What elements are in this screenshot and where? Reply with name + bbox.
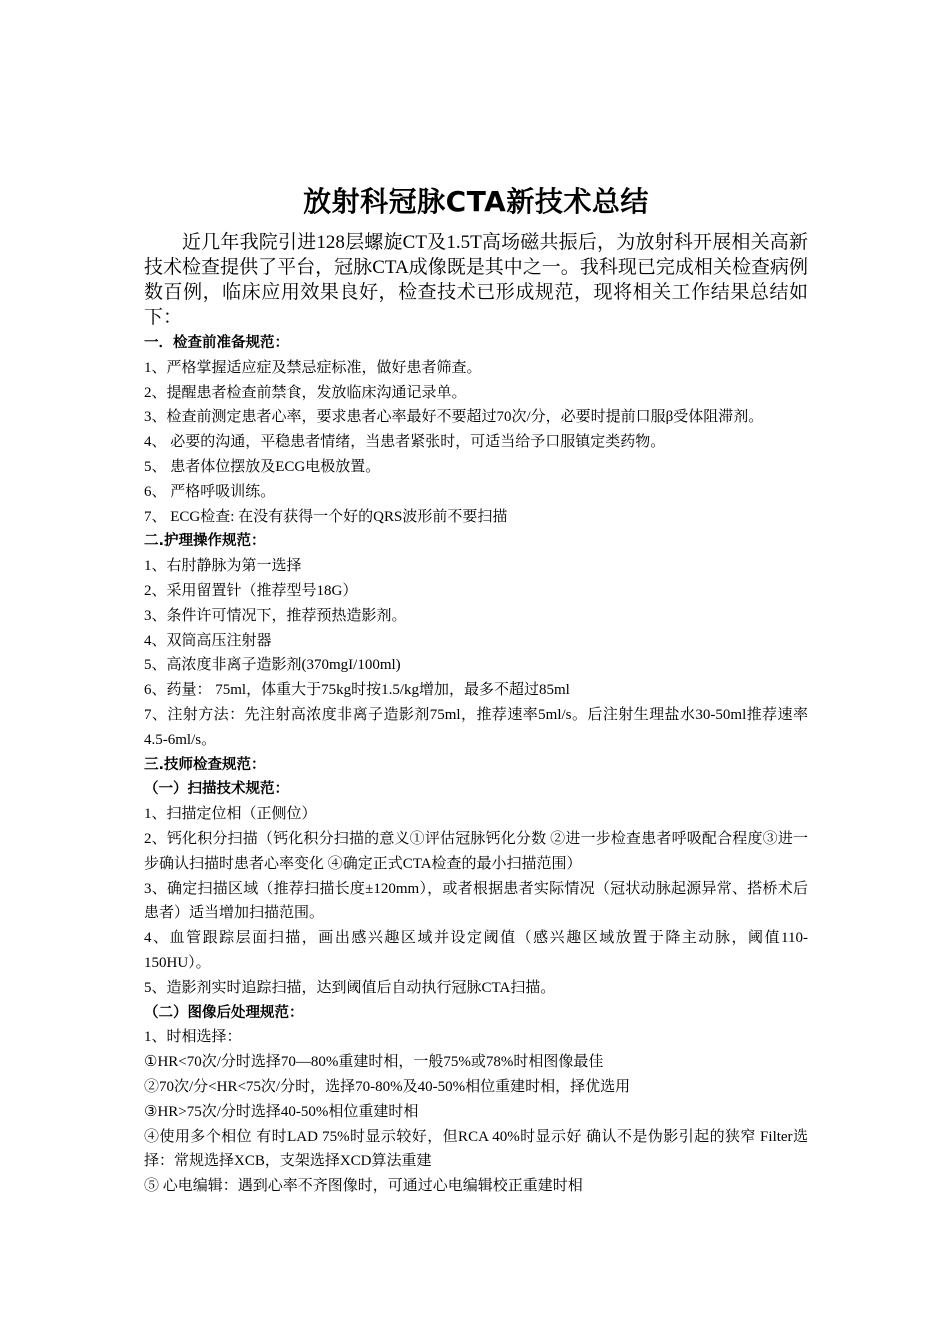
list-item: 1、时相选择： bbox=[144, 1029, 242, 1046]
list-item: 1、严格掌握适应症及禁忌症标准，做好患者筛查。 bbox=[144, 359, 482, 376]
document-page bbox=[144, 180, 808, 1199]
list-item: 2、提醒患者检查前禁食，发放临床沟通记录单。 bbox=[144, 384, 467, 401]
list-item: 3、确定扫描区域（推荐扫描长度±120mm），或者根据患者实际情况（冠状动脉起源异常、搭桥术后患者）适当增加扫描范围。 bbox=[144, 880, 808, 922]
list-item: 4、 必要的沟通，平稳患者情绪，当患者紧张时，可适当给予口服镇定类药物。 bbox=[144, 434, 666, 451]
list-item: 4、血管跟踪层面扫描，画出感兴趣区域并设定阈值（感兴趣区域放置于降主动脉，阈值110-150HU）。 bbox=[144, 930, 808, 971]
body-lines bbox=[144, 331, 808, 1199]
list-item: ②70次/分<HR<75次/分时，选择70-80%及40-50%相位重建时相，择优选用 bbox=[144, 1078, 631, 1095]
intro-paragraph: 近几年我院引进128层螺旋CT及1.5T高场磁共振后，为放射科开展相关高新技术检查提供了平台，冠脉CTA成像既是其中之一。我科现已完成相关检查病例数百例，临床应用效果良好，检查技术已形成规范，现将相关工作结果总结如下： bbox=[144, 232, 808, 328]
list-item: 4、双筒高压注射器 bbox=[144, 632, 272, 649]
list-item: 2、采用留置针（推荐型号18G） bbox=[144, 582, 358, 599]
list-item: ④使用多个相位 有时LAD 75%时显示较好，但RCA 40%时显示好 确认不是伪影引起的狭窄 Filter选择：常规选择XCB，支架选择XCD算法重建 bbox=[144, 1128, 808, 1170]
list-item: 7、注射方法：先注射高浓度非离子造影剂75ml，推荐速率5ml/s。后注射生理盐水30-50ml推荐速率4.5-6ml/s。 bbox=[144, 706, 808, 748]
list-item: 5、 患者体位摆放及ECG电极放置。 bbox=[144, 458, 381, 475]
section-heading: 二.护理操作规范： bbox=[144, 533, 266, 550]
list-item: 1、扫描定位相（正侧位） bbox=[144, 806, 317, 823]
list-item: 6、 严格呼吸训练。 bbox=[144, 483, 276, 500]
section-heading: （二）图像后处理规范： bbox=[144, 1004, 304, 1021]
list-item: 3、条件许可情况下，推荐预热造影剂。 bbox=[144, 607, 407, 624]
list-item: ①HR<70次/分时选择70—80%重建时相，一般75%或78%时相图像最佳 bbox=[144, 1054, 604, 1071]
list-item: ③HR>75次/分时选择40-50%相位重建时相 bbox=[144, 1103, 419, 1120]
section-heading: 一．检查前准备规范： bbox=[144, 335, 289, 351]
list-item: 2、钙化积分扫描（钙化积分扫描的意义①评估冠脉钙化分数 ②进一步检查患者呼吸配合程度③进一步确认扫描时患者心率变化 ④确定正式CTA检查的最小扫描范围） bbox=[144, 830, 808, 872]
section-heading: 三.技师检查规范： bbox=[144, 756, 266, 773]
list-item: 6、药量： 75ml，体重大于75kg时按1.5/kg增加，最多不超过85ml bbox=[144, 682, 570, 699]
list-item: 1、右肘静脉为第一选择 bbox=[144, 558, 302, 575]
document-title: 放射科冠脉CTA新技术总结 bbox=[303, 185, 649, 218]
list-item: 7、 ECG检查: 在没有获得一个好的QRS波形前不要扫描 bbox=[144, 508, 508, 525]
list-item: 5、造影剂实时追踪扫描，达到阈值后自动执行冠脉CTA扫描。 bbox=[144, 979, 556, 996]
list-item: ⑤ 心电编辑：遇到心率不齐图像时，可通过心电编辑校正重建时相 bbox=[144, 1178, 583, 1195]
list-item: 5、高浓度非离子造影剂(370mgI/100ml) bbox=[144, 657, 401, 674]
section-heading: （一）扫描技术规范： bbox=[144, 781, 289, 798]
list-item: 3、检查前测定患者心率，要求患者心率最好不要超过70次/分，必要时提前口服β受体阻滞剂。 bbox=[144, 409, 764, 426]
